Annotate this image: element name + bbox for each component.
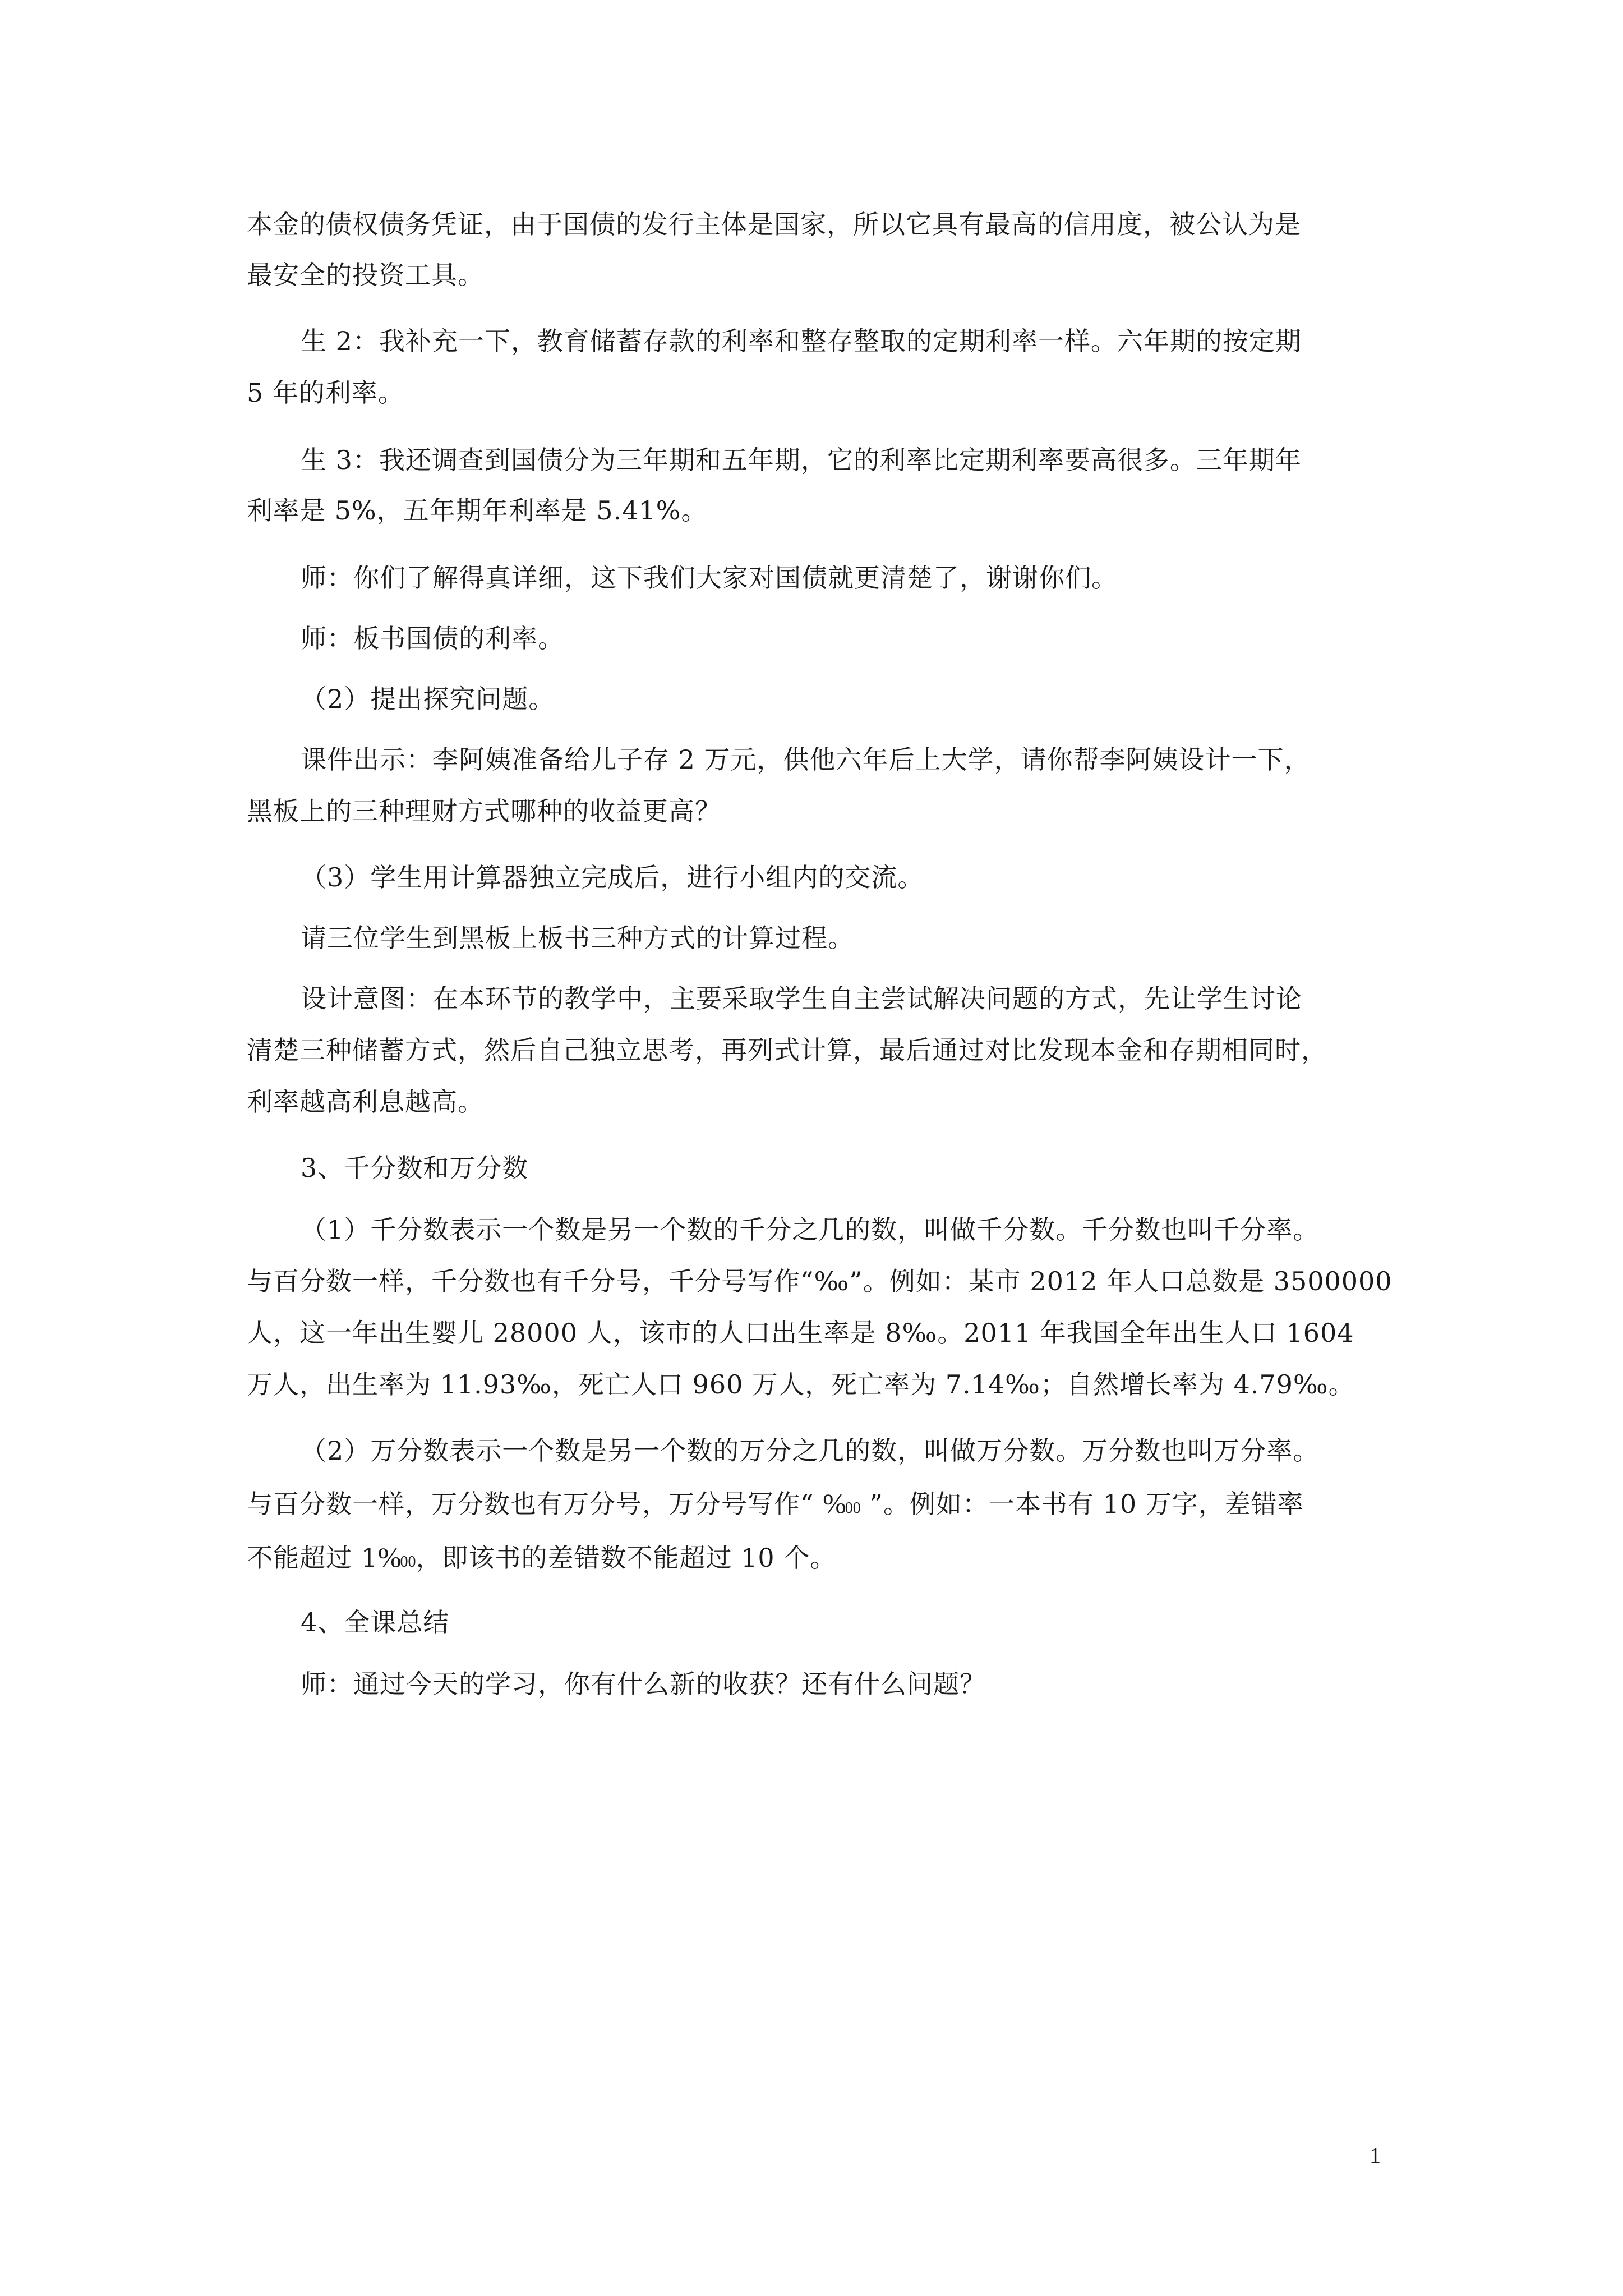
- paragraph-line: 最安全的投资工具。: [247, 260, 484, 290]
- paragraph-line: [247, 1487, 1304, 1520]
- paragraph-line: 师：通过今天的学习，你有什么新的收获？还有什么问题？: [301, 1669, 986, 1699]
- paragraph-line: 课件出示：李阿姨准备给儿子存 2 万元，供他六年后上大学，请你帮李阿姨设计一下，: [301, 744, 1311, 775]
- paragraph-line: 人，这一年出生婴儿 28000 人，该市的人口出生率是 8‰。2011 年我国全年出生人口 1604: [247, 1318, 1354, 1348]
- paragraph-line: [247, 1540, 836, 1574]
- permyriad-sub: 00: [400, 1553, 416, 1571]
- text-fragment: ”。例如：一本书有 10 万字，差错率: [860, 1489, 1304, 1519]
- permyriad-symbol: [378, 1540, 416, 1579]
- text-fragment: 不能超过 1: [247, 1543, 378, 1573]
- paragraph-line: 万人，出生率为 11.93‰，死亡人口 960 万人，死亡率为 7.14‰；自然增长率为 4.79‰。: [247, 1369, 1355, 1400]
- section-heading: 4、全课总结: [301, 1607, 450, 1637]
- text-fragment: ，即该书的差错数不能超过 10 个。: [416, 1543, 837, 1573]
- paragraph-line: 请三位学生到黑板上板书三种方式的计算过程。: [301, 923, 854, 953]
- paragraph-line: 生 2：我补充一下，教育储蓄存款的利率和整存整取的定期利率一样。六年期的按定期: [301, 326, 1302, 356]
- paragraph-line: （3）学生用计算器独立完成后，进行小组内的交流。: [301, 862, 924, 892]
- permyriad-main: %: [377, 1542, 400, 1573]
- paragraph-line: 师：板书国债的利率。: [301, 623, 564, 654]
- paragraph-line: 生 3：我还调查到国债分为三年期和五年期，它的利率比定期利率要高很多。三年期年: [301, 445, 1302, 475]
- permyriad-symbol: [823, 1487, 861, 1525]
- paragraph-line: 5 年的利率。: [247, 378, 404, 408]
- paragraph-line: （2）万分数表示一个数是另一个数的万分之几的数，叫做万分数。万分数也叫万分率。: [301, 1435, 1320, 1466]
- paragraph-line: 师：你们了解得真详细，这下我们大家对国债就更清楚了，谢谢你们。: [301, 563, 1118, 593]
- section-heading: 3、千分数和万分数: [301, 1153, 529, 1183]
- paragraph-line: 本金的债权债务凭证，由于国债的发行主体是国家，所以它具有最高的信用度，被公认为是: [247, 209, 1301, 240]
- paragraph-line: 利率是 5%，五年期年利率是 5.41%。: [247, 495, 708, 526]
- paragraph-line: 清楚三种储蓄方式，然后自己独立思考，再列式计算，最后通过对比发现本金和存期相同时，: [247, 1035, 1327, 1065]
- paragraph-line: 与百分数一样，千分数也有千分号，千分号写作“‰”。例如：某市 2012 年人口总数是 3500000: [247, 1266, 1393, 1296]
- section-heading: （2）提出探究问题。: [301, 684, 555, 714]
- paragraph-line: 黑板上的三种理财方式哪种的收益更高？: [247, 796, 721, 826]
- permyriad-sub: 00: [845, 1499, 861, 1517]
- paragraph-line: 利率越高利息越高。: [247, 1087, 484, 1117]
- text-fragment: 与百分数一样，万分数也有万分号，万分号写作“: [247, 1489, 823, 1519]
- paragraph-line: （1）千分数表示一个数是另一个数的千分之几的数，叫做千分数。千分数也叫千分率。: [301, 1214, 1320, 1245]
- permyriad-main: %: [823, 1488, 845, 1519]
- paragraph-line: 设计意图：在本环节的教学中，主要采取学生自主尝试解决问题的方式，先让学生讨论: [301, 983, 1302, 1014]
- page-number: 1: [1370, 2143, 1381, 2168]
